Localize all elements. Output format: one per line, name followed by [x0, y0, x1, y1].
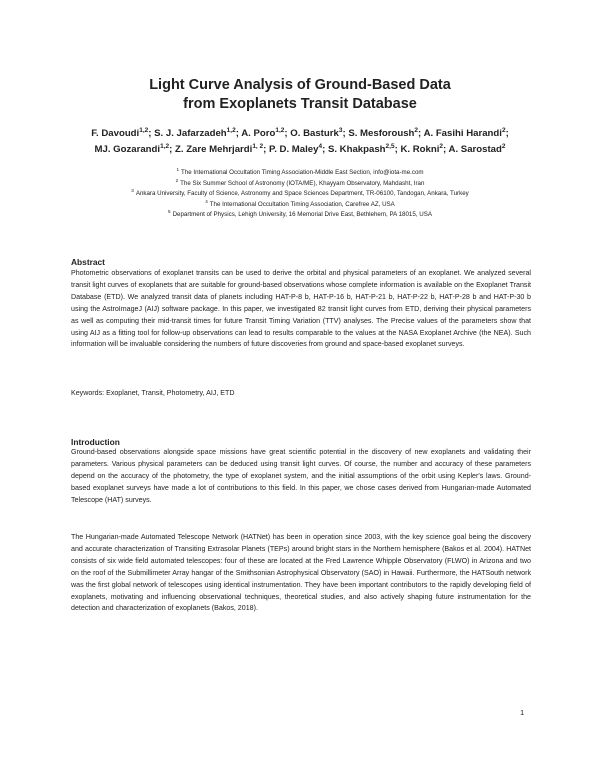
affiliation-item: $^2$ The Six Summer School of Astronomy (IOTA/ME), Khayyam Observatory, Mahdasht, Iran	[175, 177, 425, 187]
title-line-1: Light Curve Analysis of Ground-Based Data	[149, 77, 451, 93]
author: A. Sarostad$^2$	[448, 143, 506, 155]
author-list	[60, 126, 540, 158]
author: P. D. Maley$^4$;	[269, 143, 328, 155]
author-line-2	[60, 142, 540, 158]
introduction-heading: Introduction	[71, 437, 120, 447]
affiliation-item: $^3$ Ankara University, Faculty of Science, Astronomy and Space Sciences Department, TR-06100, Tandogan, Ankara, Turkey	[131, 188, 469, 197]
page-number: 1	[520, 708, 525, 717]
author: S. J. Jafarzadeh$^{1,2}$;	[154, 127, 242, 139]
title-line-2: from Exoplanets Transit Database	[183, 96, 417, 112]
author: S. Mesforoush$^2$;	[348, 127, 424, 139]
affiliation-item: $^5$ Department of Physics, Lehigh University, 16 Memorial Drive East, Bethlehem, PA 18015, USA	[168, 209, 432, 218]
author: K. Rokni$^2$;	[400, 143, 449, 155]
author: O. Basturk$^3$;	[290, 127, 349, 139]
keywords: Keywords: Exoplanet, Transit, Photometry, AIJ, ETD	[71, 389, 235, 397]
author: A. Fasihi Harandi$^2$;	[423, 127, 509, 139]
introduction-paragraph-2: The Hungarian-made Automated Telescope Network (HATNet) has been in operation since 2003, with the key science goal being the discovery and accurate characterization of Transiting Extrasolar Planets (TEPs) around bright stars in the Northern hemisphere (Bakos et al. 2004). HATNet consists of six wide field automated telescopes: four of these are located at the Fred Lawrence Whipple Observatory (FLWO) in Arizona and two on the roof of the Submillimeter Array hangar of the Smithsonian Astrophysical Observatory (SAO) in Hawaii. Furthermore, the HATSouth network was the first global network of telescopes using identical instrumentation. They have been important contributors to the rapidly developing field of exoplanets, motivating and influencing observational techniques, theoretical studies, and also actively shaping future instrumentation for the detection and characterization of exoplanets (Bakos, 2018).	[71, 533, 531, 613]
introduction-paragraph-1: Ground-based observations alongside space missions have great scientific potential in the discovery of new exoplanets and validating their parameters. Various physical parameters can be deduced using transit light curves. Of course, the number and accuracy of these parameters depend on the accuracy of the photometry, the type of exoplanet system, and the initial assumptions of the orbit using Kepler's laws. Ground-based exoplanet surveys have made a lot of contributions to this field. In this paper, we chose cases derived from Hungarian-made Automated Telescope (HAT) surveys.	[71, 448, 531, 504]
paper-title	[60, 76, 540, 114]
affiliation-item: $^1$ The International Occultation Timing Association-Middle East Section, info@iota-me.com	[176, 167, 424, 176]
abstract-heading: Abstract	[71, 257, 105, 267]
author: Z. Zare Mehrjardi$^{1, 2}$;	[175, 143, 270, 155]
abstract-text: Photometric observations of exoplanet transits can be used to derive the orbital and physical parameters of an exoplanet. We analyzed several transit light curves of exoplanets that are suitable for ground-based observations whose complete information is available on the Exoplanet Transit Database (ETD). We analyzed transit data of planets including HAT-P-8 b, HAT-P-16 b, HAT-P-21 b, HAT-P-22 b, HAT-P-28 b and HAT-P-30 b using the AstroImageJ (AIJ) software package. In this paper, we investigated 82 transit light curves from ETD, deriving their physical parameters as well as computing their mid-transit times for future Transit Timing Variation (TTV) analyses. The Precise values of the parameters show that using AIJ as a fitting tool for follow-up observations can lead to results comparable to the values at the NASA Exoplanet Archive (the NEA). Such information will be invaluable considering the numbers of future discoveries from ground and space-based exoplanet surveys.	[71, 269, 531, 349]
author: MJ. Gozarandi$^{1,2}$;	[94, 143, 175, 155]
author: S. Khakpash$^{2,5}$;	[327, 143, 401, 155]
affiliations	[50, 168, 550, 221]
author: F. Davoudi$^{1,2}$;	[91, 127, 155, 139]
affiliation-item: $^4$ The International Occultation Timing Association, Carefree AZ, USA	[205, 198, 395, 208]
author: A. Poro$^{1,2}$;	[241, 127, 291, 139]
author-line-1	[60, 126, 540, 142]
